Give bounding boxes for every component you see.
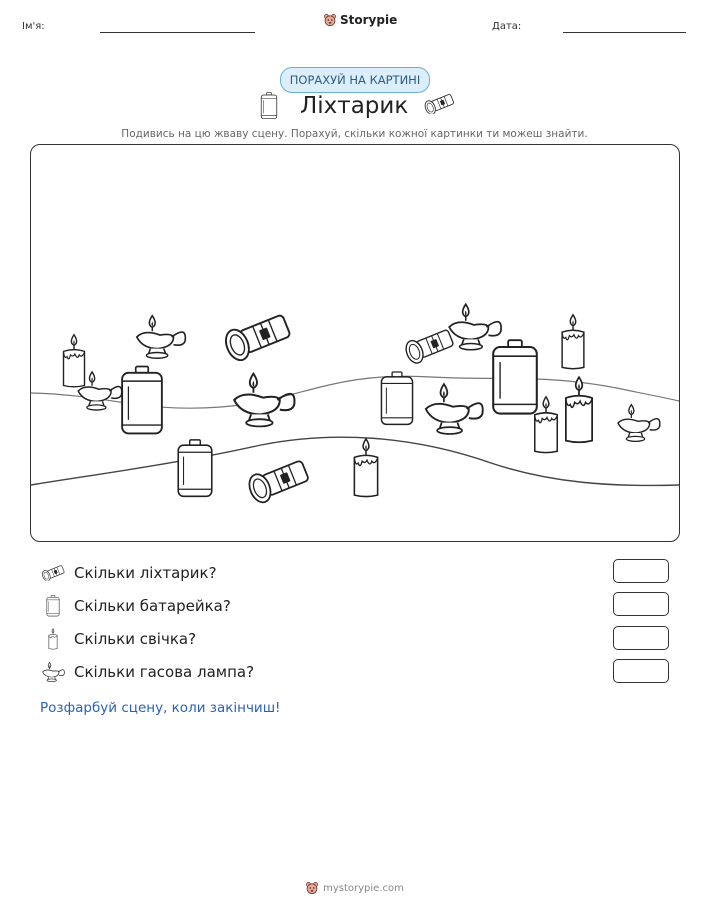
battery-icon	[40, 595, 66, 617]
date-line[interactable]	[563, 32, 686, 33]
scene-illustration	[31, 145, 679, 541]
question-text: Скільки батарейка?	[74, 597, 231, 615]
answer-box-battery[interactable]	[613, 592, 669, 616]
footer	[0, 881, 709, 895]
question-battery	[40, 595, 231, 617]
finish-instruction: Розфарбуй сцену, коли закінчиш!	[40, 700, 281, 716]
battery-icon	[260, 92, 278, 120]
flashlight-icon	[40, 562, 66, 584]
instructions: Подивись на цю жваву сцену. Порахуй, скільки кожної картинки ти можеш знайти.	[121, 128, 588, 140]
answer-box-candle[interactable]	[613, 626, 669, 650]
question-oil-lamp	[40, 661, 254, 683]
candle-icon	[40, 628, 66, 650]
bear-icon	[305, 881, 319, 895]
question-candle	[40, 628, 196, 650]
count-badge: ПОРАХУЙ НА КАРТИНІ	[280, 67, 430, 93]
storypie-logo	[323, 13, 397, 27]
page-title: Ліхтарик	[300, 93, 409, 119]
question-flashlight	[40, 562, 217, 584]
question-text: Скільки свічка?	[74, 630, 197, 648]
oil-lamp-icon	[40, 661, 66, 683]
name-line[interactable]	[100, 32, 255, 33]
answer-box-flashlight[interactable]	[613, 559, 669, 583]
date-label: Дата:	[492, 21, 522, 32]
answer-box-oil-lamp[interactable]	[613, 659, 669, 683]
question-text: Скільки гасова лампа?	[74, 663, 255, 681]
question-text: Скільки ліхтарик?	[74, 564, 217, 582]
name-label: Ім'я:	[22, 21, 45, 32]
flashlight-icon	[422, 92, 456, 116]
footer-url: mystorypie.com	[323, 882, 404, 894]
logo-text: Storypie	[340, 13, 398, 27]
bear-icon	[323, 13, 337, 27]
scene-frame	[30, 144, 680, 542]
